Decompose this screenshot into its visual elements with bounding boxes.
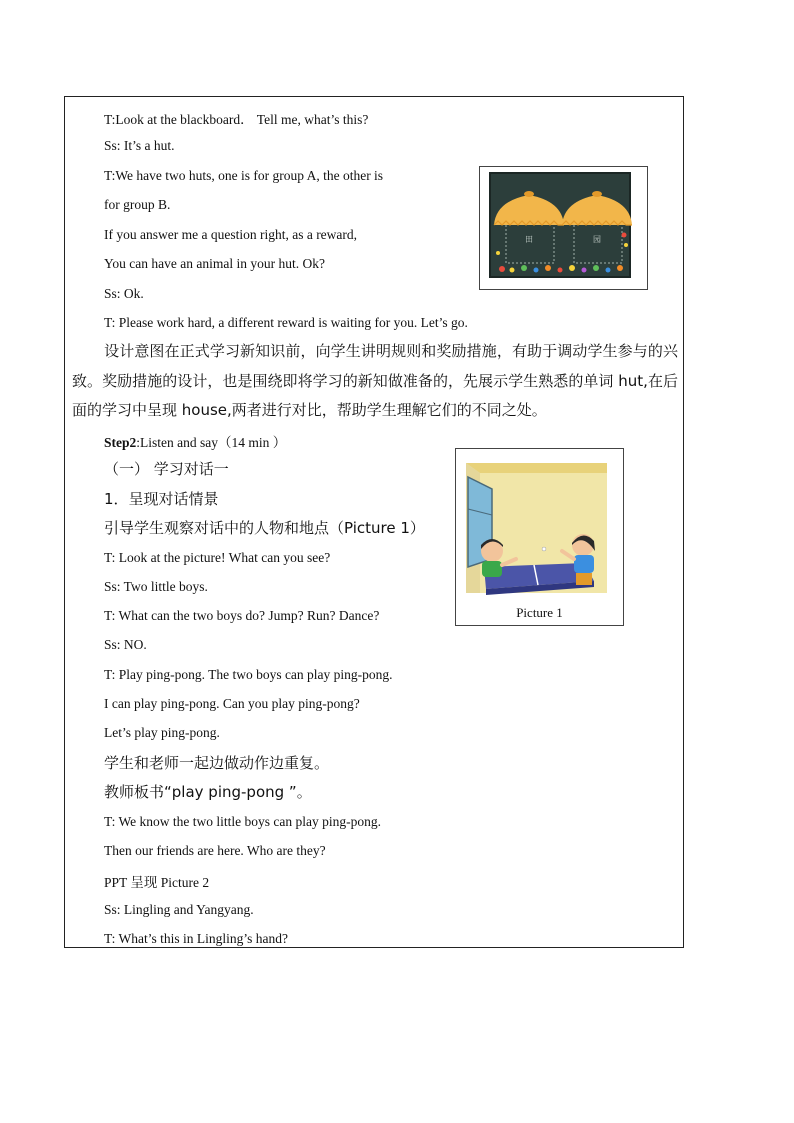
hut-b-label: 园 — [593, 235, 601, 244]
dialogue-line: Ss: Lingling and Yangyang. — [104, 902, 254, 917]
dialogue-line: You can have an animal in your hut. Ok? — [104, 256, 325, 271]
instruction-line: PPT 呈现 Picture 2 — [104, 875, 210, 890]
dialogue-line: If you answer me a question right, as a reward, — [104, 227, 358, 242]
dialogue-line: for group B. — [104, 197, 171, 212]
dialogue-line: Ss: It’s a hut. — [104, 138, 175, 153]
dialogue-line: Ss: NO. — [104, 637, 147, 652]
step-title: :Listen and say（14 min ） — [136, 435, 287, 450]
instruction-line: 学生和老师一起边做动作边重复。 — [104, 754, 330, 772]
dialogue-line: Let’s play ping-pong. — [104, 725, 220, 740]
dialogue-line: T:Look at the blackboard． Tell me, what’s this? — [104, 112, 369, 127]
step-heading — [104, 431, 286, 451]
subsection-heading: 1．呈现对话情景 — [104, 490, 219, 508]
dialogue-line: T: Please work hard, a different reward is waiting for you. Let’s go. — [104, 315, 468, 330]
blackboard-illustration — [480, 167, 647, 289]
dialogue-line: Ss: Two little boys. — [104, 579, 208, 594]
dialogue-line: T: We know the two little boys can play ping-pong. — [104, 814, 381, 829]
dialogue-line: T:We have two huts, one is for group A, the other is — [104, 168, 384, 183]
picture-1-caption: Picture 1 — [516, 605, 563, 620]
instruction-line: 教师板书“play ping-pong ”。 — [104, 783, 312, 801]
ping-pong-illustration — [456, 449, 623, 599]
dialogue-line: T: What can the two boys do? Jump? Run? Dance? — [104, 608, 380, 623]
dialogue-line: T: Look at the picture! What can you see? — [104, 550, 331, 565]
dialogue-line: T: Play ping-pong. The two boys can play ping-pong. — [104, 667, 393, 682]
boy-2-shirt — [574, 555, 594, 573]
hut-a-label: 田 — [525, 235, 533, 244]
blackboard-image — [479, 166, 648, 290]
guide-text: 引导学生观察对话中的人物和地点（Picture 1） — [104, 519, 425, 537]
dialogue-line: Then our friends are here. Who are they? — [104, 843, 326, 858]
section-heading: （一） 学习对话一 — [104, 460, 229, 478]
ping-pong-ball — [542, 547, 546, 551]
picture-1 — [455, 448, 624, 626]
design-intent-paragraph — [72, 337, 678, 426]
dialogue-line: I can play ping-pong. Can you play ping-pong? — [104, 696, 360, 711]
design-intent-text: 设计意图在正式学习新知识前，向学生讲明规则和奖励措施，有助于调动学生参与的兴致。奖励措施的设计，也是围绕即将学习的新知做准备的，先展示学生熟悉的单词 hut,在后面的学习中呈现 house,两者进行对比，帮助学生理解它们的不同之处。 — [72, 342, 678, 419]
dialogue-line: T: What’s this in Lingling’s hand? — [104, 931, 288, 946]
boy-1-shirt — [482, 561, 502, 577]
step-label: Step2 — [104, 435, 137, 450]
dialogue-line: Ss: Ok. — [104, 286, 144, 301]
